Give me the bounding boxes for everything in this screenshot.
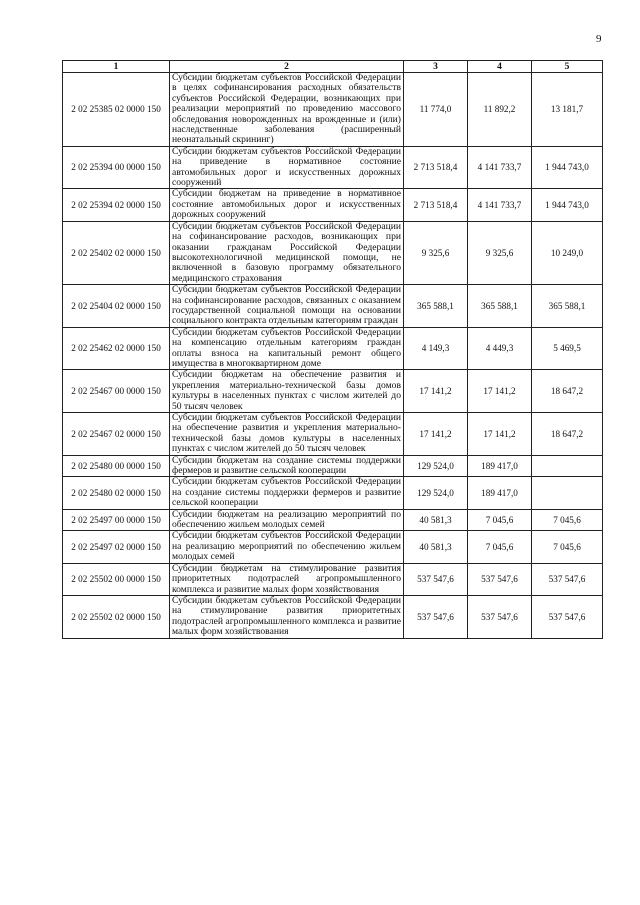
amount-col5-cell: 5 469,5 [532,327,603,370]
budget-code-cell: 2 02 25480 02 0000 150 [63,477,170,509]
budget-code-cell: 2 02 25467 00 0000 150 [63,370,170,413]
amount-col5-cell: 10 249,0 [532,221,603,284]
amount-col4-cell: 537 547,6 [468,595,532,638]
description-cell: Субсидии бюджетам на реализацию мероприятий по обеспечению жильем молодых семей [170,509,404,531]
amount-col4-cell: 365 588,1 [468,285,532,328]
description-cell: Субсидии бюджетам субъектов Российской Федерации на обеспечение развития и укрепления материально-технической базы домов культуры в населенных пунктах с числом жителей до 50 тысяч человек [170,413,404,456]
amount-col5-cell: 18 647,2 [532,413,603,456]
table-row [63,563,603,595]
budget-subsidies-table [62,60,603,639]
table-row [63,146,603,189]
amount-col3-cell: 2 713 518,4 [404,189,468,221]
description-cell: Субсидии бюджетам субъектов Российской Федерации на реализацию мероприятий по обеспечению жильем молодых семей [170,531,404,563]
amount-col4-cell: 7 045,6 [468,509,532,531]
amount-col3-cell: 17 141,2 [404,370,468,413]
page-number: 9 [596,33,602,45]
budget-code-cell: 2 02 25385 02 0000 150 [63,73,170,147]
description-cell: Субсидии бюджетам на обеспечение развития и укрепления материально-технической базы домов культуры в населенных пунктах с числом жителей до 50 тысяч человек [170,370,404,413]
amount-col5-cell: 7 045,6 [532,531,603,563]
amount-col4-cell: 4 141 733,7 [468,146,532,189]
table-header-row [63,61,603,73]
budget-code-cell: 2 02 25467 02 0000 150 [63,413,170,456]
amount-col5-cell [532,477,603,509]
amount-col5-cell: 13 181,7 [532,73,603,147]
table-row [63,221,603,284]
budget-code-cell: 2 02 25497 02 0000 150 [63,531,170,563]
table-row [63,370,603,413]
amount-col3-cell: 40 581,3 [404,531,468,563]
table-row [63,285,603,328]
amount-col4-cell: 4 141 733,7 [468,189,532,221]
table-row [63,531,603,563]
amount-col4-cell: 7 045,6 [468,531,532,563]
amount-col4-cell: 17 141,2 [468,370,532,413]
amount-col3-cell: 365 588,1 [404,285,468,328]
budget-code-cell: 2 02 25404 02 0000 150 [63,285,170,328]
column-header-5: 5 [532,61,603,73]
budget-code-cell: 2 02 25402 02 0000 150 [63,221,170,284]
amount-col5-cell: 537 547,6 [532,595,603,638]
description-cell: Субсидии бюджетам субъектов Российской Федерации на компенсацию отдельным категориям граждан оплаты взноса на капитальный ремонт общего имущества в многоквартирном доме [170,327,404,370]
amount-col4-cell: 537 547,6 [468,563,532,595]
table-row [63,455,603,477]
amount-col4-cell: 189 417,0 [468,477,532,509]
table-row [63,327,603,370]
table-row [63,189,603,221]
amount-col5-cell: 18 647,2 [532,370,603,413]
amount-col3-cell: 11 774,0 [404,73,468,147]
amount-col4-cell: 189 417,0 [468,455,532,477]
amount-col4-cell: 11 892,2 [468,73,532,147]
table-row [63,73,603,147]
budget-code-cell: 2 02 25394 00 0000 150 [63,146,170,189]
description-cell: Субсидии бюджетам на стимулирование развития приоритетных подотраслей агропромышленного комплекса и развитие малых форм хозяйствования [170,563,404,595]
budget-code-cell: 2 02 25480 00 0000 150 [63,455,170,477]
column-header-4: 4 [468,61,532,73]
amount-col3-cell: 129 524,0 [404,477,468,509]
description-cell: Субсидии бюджетам субъектов Российской Федерации на приведение в нормативное состояние автомобильных дорог и искусственных дорожных сооружений [170,146,404,189]
description-cell: Субсидии бюджетам субъектов Российской Федерации на софинансирование расходов, связанных с оказанием государственной социальной помощи на основании социального контракта отдельным категориям граждан [170,285,404,328]
amount-col3-cell: 40 581,3 [404,509,468,531]
amount-col3-cell: 537 547,6 [404,563,468,595]
amount-col5-cell [532,455,603,477]
amount-col5-cell: 1 944 743,0 [532,189,603,221]
amount-col4-cell: 9 325,6 [468,221,532,284]
amount-col4-cell: 4 449,3 [468,327,532,370]
description-cell: Субсидии бюджетам субъектов Российской Федерации на софинансирование расходов, возникающих при оказании гражданам Российской Федерации высокотехнологичной медицинской помощи, не включенной в базовую программу обязательного медицинского страхования [170,221,404,284]
description-cell: Субсидии бюджетам на приведение в нормативное состояние автомобильных дорог и искусственных дорожных сооружений [170,189,404,221]
description-cell: Субсидии бюджетам субъектов Российской Федерации на стимулирование развития приоритетных подотраслей агропромышленного комплекса и развитие малых форм хозяйствования [170,595,404,638]
description-cell: Субсидии бюджетам субъектов Российской Федерации в целях софинансирования расходных обязательств субъектов Российской Федерации, возникающих при реализации мероприятий по проведению массового обследования новорожденных на врожденные и (или) наследственные заболевания (расширенный неонатальный скрининг) [170,73,404,147]
amount-col5-cell: 1 944 743,0 [532,146,603,189]
budget-code-cell: 2 02 25502 00 0000 150 [63,563,170,595]
amount-col3-cell: 17 141,2 [404,413,468,456]
table-row [63,413,603,456]
column-header-3: 3 [404,61,468,73]
budget-code-cell: 2 02 25462 02 0000 150 [63,327,170,370]
budget-code-cell: 2 02 25394 02 0000 150 [63,189,170,221]
budget-code-cell: 2 02 25502 02 0000 150 [63,595,170,638]
amount-col4-cell: 17 141,2 [468,413,532,456]
table-row [63,509,603,531]
amount-col3-cell: 2 713 518,4 [404,146,468,189]
amount-col3-cell: 537 547,6 [404,595,468,638]
amount-col5-cell: 7 045,6 [532,509,603,531]
column-header-1: 1 [63,61,170,73]
amount-col3-cell: 9 325,6 [404,221,468,284]
table-row [63,595,603,638]
amount-col5-cell: 537 547,6 [532,563,603,595]
budget-code-cell: 2 02 25497 00 0000 150 [63,509,170,531]
description-cell: Субсидии бюджетам на создание системы поддержки фермеров и развитие сельской кооперации [170,455,404,477]
description-cell: Субсидии бюджетам субъектов Российской Федерации на создание системы поддержки фермеров и развитие сельской кооперации [170,477,404,509]
column-header-2: 2 [170,61,404,73]
amount-col5-cell: 365 588,1 [532,285,603,328]
amount-col3-cell: 129 524,0 [404,455,468,477]
amount-col3-cell: 4 149,3 [404,327,468,370]
table-row [63,477,603,509]
